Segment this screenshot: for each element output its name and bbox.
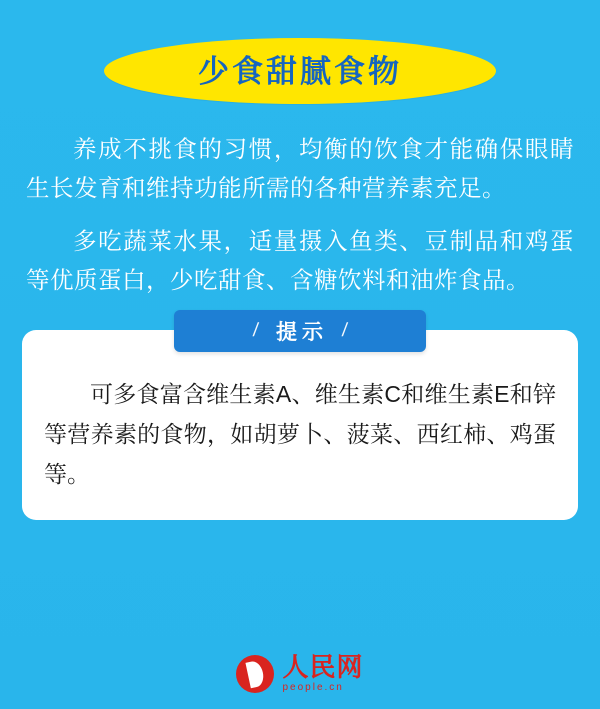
tip-slash-right-icon: / xyxy=(340,320,349,341)
body-paragraph-1: 养成不挑食的习惯，均衡的饮食才能确保眼睛生长发育和维持功能所需的各种营养素充足。 xyxy=(26,136,574,201)
tip-slash-left-icon: / xyxy=(251,320,260,341)
tip-label: 提示 xyxy=(276,321,328,344)
people-cn-logo-icon xyxy=(236,655,274,693)
logo-en-text: people.cn xyxy=(282,682,344,693)
footer-logo xyxy=(0,654,600,693)
tip-card xyxy=(22,320,578,520)
title-section xyxy=(0,0,600,104)
page-title: 少食甜腻食物 xyxy=(198,53,402,89)
body-paragraph-2: 多吃蔬菜水果，适量摄入鱼类、豆制品和鸡蛋等优质蛋白，少吃甜食、含糖饮料和油炸食品。 xyxy=(26,228,574,293)
tip-body-text: 可多食富含维生素A、维生素C和维生素E和锌等营养素的食物，如胡萝卜、菠菜、西红柿、鸡蛋等。 xyxy=(44,381,556,487)
body-section xyxy=(26,130,574,300)
logo-text-group xyxy=(282,654,363,693)
title-pill xyxy=(104,38,496,104)
logo-cn-text: 人民网 xyxy=(282,652,364,682)
tip-header xyxy=(174,310,426,352)
